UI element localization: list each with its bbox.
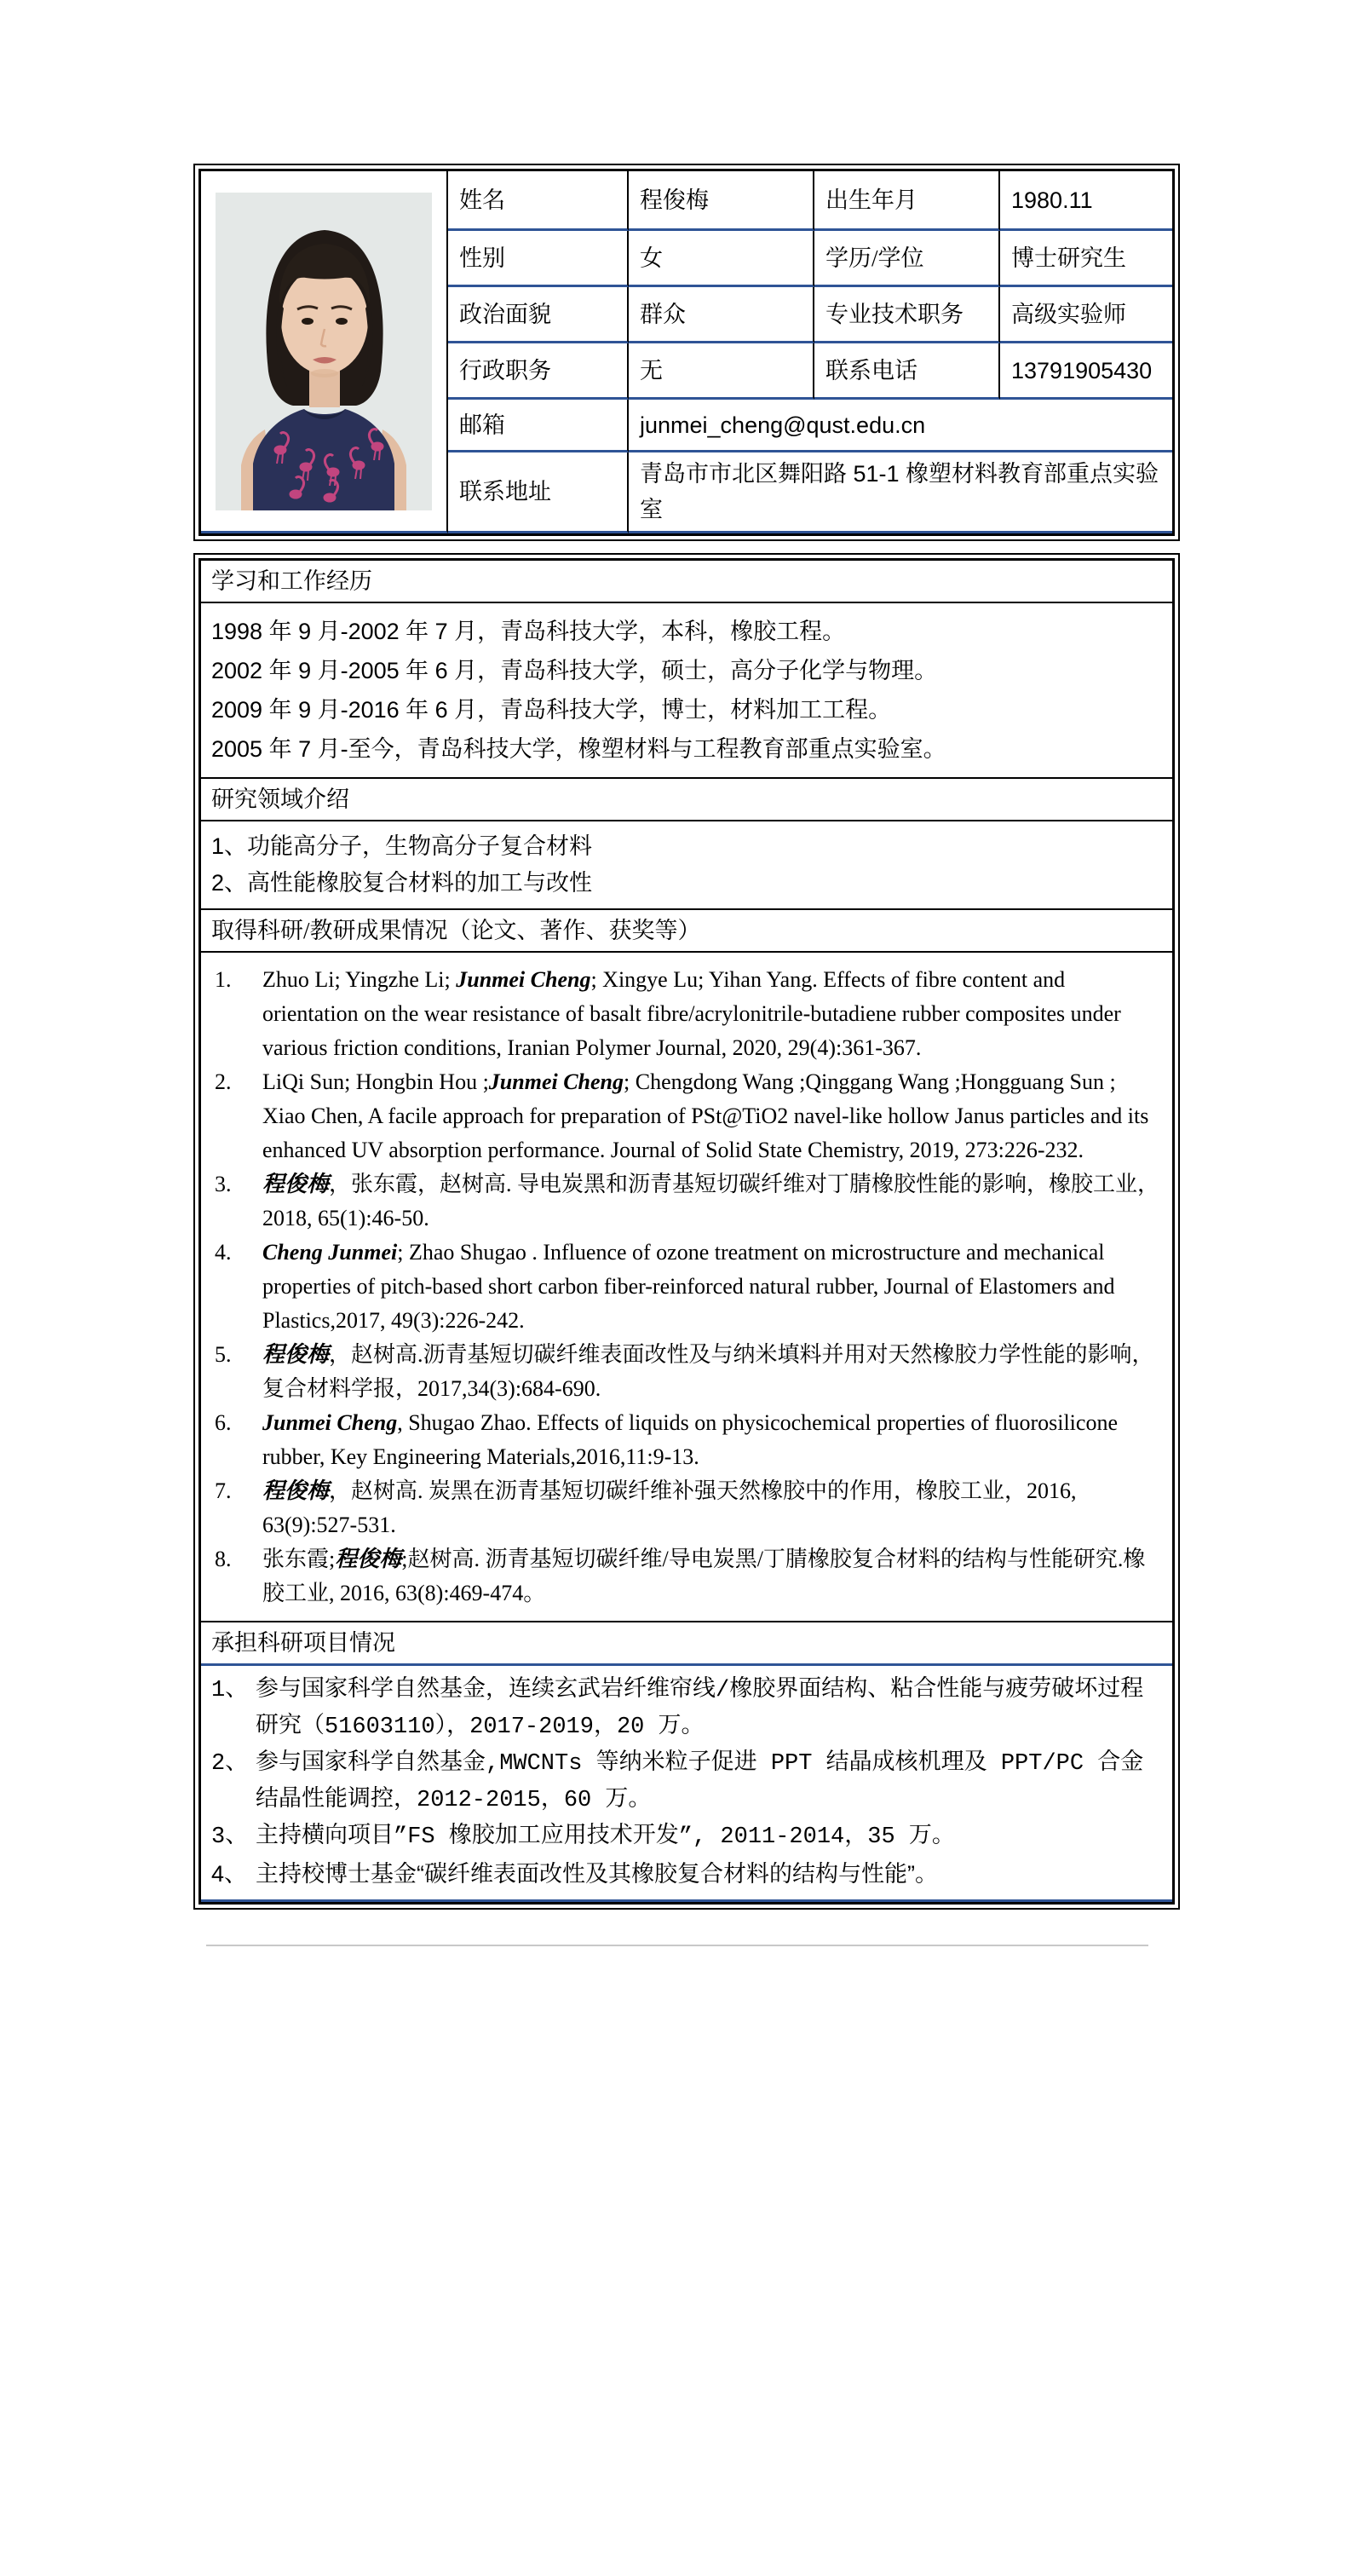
publication-text: Junmei Cheng, Shugao Zhao. Effects of liquids on physicochemical properties of fluorosilicone rubber, Key Engineering Materials,2016,11:9-13. bbox=[262, 1410, 1118, 1469]
project-item bbox=[201, 1673, 1172, 1746]
professional-title-label: 专业技术职务 bbox=[814, 287, 1000, 343]
project-number: 4、 bbox=[211, 1861, 248, 1887]
experience-body bbox=[201, 603, 1172, 779]
publication-number: 7. bbox=[215, 1478, 232, 1503]
experience-line: 2002 年 9 月-2005 年 6 月，青岛科技大学，硕士，高分子化学与物理。 bbox=[211, 658, 938, 683]
page-divider-line bbox=[206, 1945, 1148, 1946]
publication-text: Zhuo Li; Yingzhe Li; Junmei Cheng; Xingye Lu; Yihan Yang. Effects of fibre content and orientation on the wear resistance of basalt fibre/acrylonitrile-butadiene rubber composites under various friction conditions, Iranian Polymer Journal, 2020, 29(4):361-367. bbox=[262, 967, 1121, 1060]
sections-table bbox=[193, 553, 1180, 1910]
address-label: 联系地址 bbox=[448, 452, 629, 533]
publication-number: 1. bbox=[215, 967, 232, 992]
publication-number: 8. bbox=[215, 1547, 232, 1571]
publication-text: 程俊梅，赵树高.沥青基短切碳纤维表面改性及与纳米填料并用对天然橡胶力学性能的影响，复合材料学报，2017,34(3):684-690. bbox=[262, 1342, 1154, 1401]
publication-item bbox=[201, 1236, 1172, 1338]
profile-table bbox=[193, 164, 1180, 541]
project-item bbox=[201, 1856, 1172, 1893]
publication-number: 3. bbox=[215, 1172, 232, 1196]
publication-number: 4. bbox=[215, 1240, 232, 1265]
gender-label: 性别 bbox=[448, 231, 629, 287]
projects-body bbox=[201, 1666, 1172, 1902]
publication-item bbox=[201, 1542, 1172, 1611]
publication-number: 6. bbox=[215, 1410, 232, 1435]
political-status-value: 群众 bbox=[629, 287, 814, 343]
project-number: 1、 bbox=[211, 1678, 249, 1703]
publication-number: 2. bbox=[215, 1069, 232, 1094]
birth-label: 出生年月 bbox=[814, 171, 1000, 231]
phone-label: 联系电话 bbox=[814, 343, 1000, 400]
publication-text: Cheng Junmei; Zhao Shugao . Influence of ozone treatment on microstructure and mechanical properties of pitch-based short carbon fiber-reinforced natural rubber, Journal of Elastomers and Plastics,2017, 49(3):226-242. bbox=[262, 1240, 1115, 1333]
publication-item bbox=[201, 963, 1172, 1065]
research-fields-body bbox=[201, 821, 1172, 910]
section-research-fields-title: 研究领域介绍 bbox=[201, 779, 1172, 821]
research-field-item: 1、功能高分子，生物高分子复合材料 bbox=[211, 833, 593, 859]
name-label: 姓名 bbox=[448, 171, 629, 231]
section-experience-title: 学习和工作经历 bbox=[201, 561, 1172, 603]
degree-value: 博士研究生 bbox=[1000, 231, 1172, 287]
publication-text: 张东霞;程俊梅;赵树高. 沥青基短切碳纤维/导电炭黑/丁腈橡胶复合材料的结构与性能研究.橡胶工业, 2016, 63(8):469-474。 bbox=[262, 1547, 1146, 1605]
name-value: 程俊梅 bbox=[629, 171, 814, 231]
political-status-label: 政治面貌 bbox=[448, 287, 629, 343]
address-value: 青岛市市北区舞阳路 51-1 橡塑材料教育部重点实验室 bbox=[629, 452, 1172, 533]
admin-duty-label: 行政职务 bbox=[448, 343, 629, 400]
birth-value: 1980.11 bbox=[1000, 171, 1172, 231]
project-text: 参与国家科学自然基金，连续玄武岩纤维帘线/橡胶界面结构、粘合性能与疲劳破坏过程研究（51603110），2017-2019，20 万。 bbox=[256, 1678, 1144, 1740]
experience-line: 1998 年 9 月-2002 年 7 月，青岛科技大学，本科，橡胶工程。 bbox=[211, 619, 846, 644]
professional-title-value: 高级实验师 bbox=[1000, 287, 1172, 343]
publication-item bbox=[201, 1167, 1172, 1236]
publications-body bbox=[201, 953, 1172, 1622]
experience-line: 2005 年 7 月-至今，青岛科技大学，橡塑材料与工程教育部重点实验室。 bbox=[211, 736, 946, 762]
admin-duty-value: 无 bbox=[629, 343, 814, 400]
publication-number: 5. bbox=[215, 1342, 232, 1367]
email-value: junmei_cheng@qust.edu.cn bbox=[629, 400, 1172, 452]
email-label: 邮箱 bbox=[448, 400, 629, 452]
degree-label: 学历/学位 bbox=[814, 231, 1000, 287]
publication-text: 程俊梅，张东霞，赵树高. 导电炭黑和沥青基短切碳纤维对丁腈橡胶性能的影响，橡胶工业，2018, 65(1):46-50. bbox=[262, 1172, 1160, 1230]
research-field-item: 2、高性能橡胶复合材料的加工与改性 bbox=[211, 870, 593, 896]
publication-item bbox=[201, 1065, 1172, 1167]
publication-item bbox=[201, 1474, 1172, 1542]
publication-text: 程俊梅，赵树高. 炭黑在沥青基短切碳纤维补强天然橡胶中的作用，橡胶工业，2016, 63(9):527-531. bbox=[262, 1478, 1077, 1537]
gender-value: 女 bbox=[629, 231, 814, 287]
profile-photo bbox=[216, 193, 432, 510]
project-text: 主持横向项目”FS 橡胶加工应用技术开发”, 2011-2014，35 万。 bbox=[256, 1824, 955, 1850]
experience-line: 2009 年 9 月-2016 年 6 月，青岛科技大学，博士，材料加工工程。 bbox=[211, 697, 892, 723]
photo-cell bbox=[201, 171, 448, 533]
project-item bbox=[201, 1819, 1172, 1856]
publication-text: LiQi Sun; Hongbin Hou ;Junmei Cheng; Chengdong Wang ;Qinggang Wang ;Hongguang Sun ; Xiao Chen, A facile approach for preparation of PSt@TiO2 navel-like hollow Janus particles and its enhanced UV absorption performance. Journal of Solid State Chemistry, 2019, 273:226-232. bbox=[262, 1069, 1149, 1162]
section-projects-title: 承担科研项目情况 bbox=[201, 1622, 1172, 1666]
phone-value: 13791905430 bbox=[1000, 343, 1172, 400]
publication-item bbox=[201, 1338, 1172, 1406]
project-number: 3、 bbox=[211, 1824, 249, 1850]
project-text: 参与国家科学自然基金,MWCNTs 等纳米粒子促进 PPT 结晶成核机理及 PPT/PC 合金结晶性能调控，2012-2015，60 万。 bbox=[256, 1751, 1144, 1813]
section-achievements-title: 取得科研/教研成果情况（论文、著作、获奖等） bbox=[201, 910, 1172, 953]
publication-item bbox=[201, 1406, 1172, 1474]
project-number: 2、 bbox=[211, 1751, 249, 1777]
project-item bbox=[201, 1746, 1172, 1819]
project-text: 主持校博士基金“碳纤维表面改性及其橡胶复合材料的结构与性能”。 bbox=[256, 1861, 938, 1887]
resume-document bbox=[193, 164, 1180, 1910]
